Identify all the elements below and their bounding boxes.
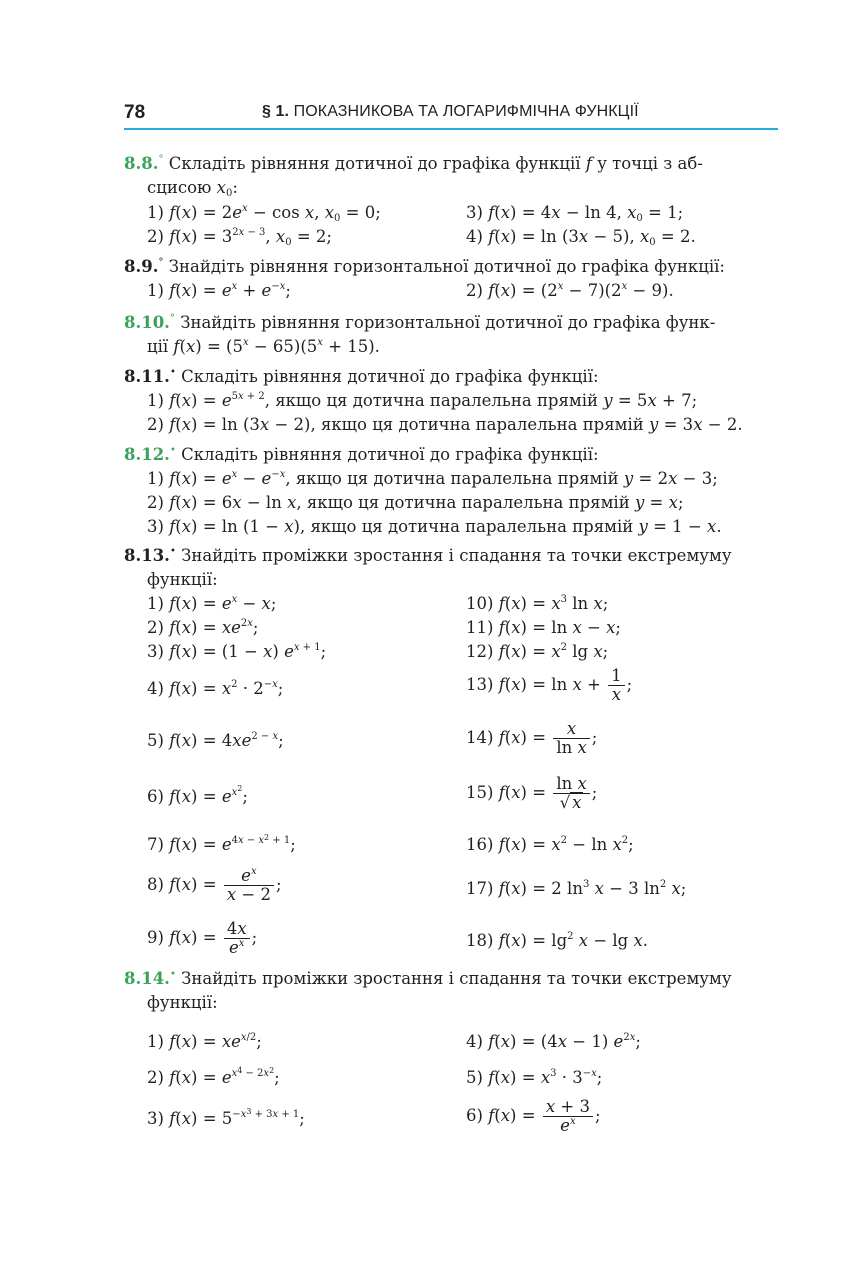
- exercise-item: 1) $f(x) = e^{5x + 2}$, якщо ця дотична паралельна прямій y = 5x + 7;: [147, 391, 698, 410]
- problem-line: функції:: [147, 570, 218, 589]
- exercise-item: 1) $f(x) = e^x - x$;: [147, 594, 277, 613]
- problem-line: [124, 545, 732, 567]
- problem-number: 8.12.: [124, 445, 170, 464]
- exercise-item: 3) $f(x) = 5^{-x^3 + 3x + 1}$;: [147, 1107, 305, 1128]
- difficulty-mark: •: [169, 445, 176, 456]
- difficulty-mark: °: [158, 257, 164, 268]
- exercise-item: 11) f(x) = ln x − x;: [466, 618, 621, 637]
- exercise-item: 15) f(x) = $\frac{\text{ln x}}{√ x}$ ;: [466, 774, 598, 812]
- exercise-item: 17) f(x) = 2 $\ln^3 x - 3$ $\ln^2 x$;: [466, 879, 687, 898]
- exercise-item: 1) $f(x) = xe^{x/2}$;: [147, 1032, 262, 1051]
- problem-text: Знайдіть рівняння горизонтальної дотичної до графіка функ-: [180, 313, 716, 332]
- problem-number: 8.8.: [124, 154, 159, 173]
- exercise-item: 2) $f(x) = 3^{2x - 3}$, $x_0 = 2$;: [147, 227, 332, 248]
- exercise-item: 1) $f(x) = e^x - e^{-x}$, якщо ця дотична паралельна прямій y = 2x − 3;: [147, 469, 718, 488]
- exercise-item: 6) $f(x) = e^{x^2}$;: [147, 784, 248, 806]
- section-title: ПОКАЗНИКОВА ТА ЛОГАРИФМІЧНА ФУНКЦІЇ: [293, 103, 639, 120]
- exercise-item: 14) f(x) = $\frac{x}{\text{ln x}}$ ;: [466, 719, 598, 757]
- page-number: 78: [124, 102, 146, 123]
- problem-text: Складіть рівняння дотичної до графіка функції:: [181, 445, 599, 464]
- exercise-item: 2) f(x) = ln (3x − 2), якщо ця дотична паралельна прямій y = 3x − 2.: [147, 415, 743, 434]
- exercise-item: 1) $f(x) = 2e^x - \cos x$, $x_0 = 0$;: [147, 203, 381, 224]
- problem-text: Знайдіть проміжки зростання і спадання та точки екстремуму: [181, 546, 732, 565]
- exercise-item: 12) $f(x) = x^2$ lg x;: [466, 642, 609, 661]
- exercise-item: 7) $f(x) = e^{4x - x^2 + 1}$;: [147, 833, 296, 854]
- exercise-item: 9) f(x) = $\frac{4x}{e^x}$ ;: [147, 919, 258, 957]
- exercise-item: 5) $f(x) = x^3 \cdot 3^{-x}$;: [466, 1068, 603, 1087]
- problem-text: Знайдіть рівняння горизонтальної дотичної до графіка функції:: [168, 257, 725, 276]
- difficulty-mark: •: [169, 546, 176, 557]
- exercise-item: 4) f(x) = (4x − 1) $e^{2x}$;: [466, 1032, 641, 1051]
- problem-line: [124, 312, 715, 334]
- exercise-item: 5) $f(x) = 4xe^{2 - x}$;: [147, 731, 284, 750]
- exercise-item: 2) $f(x) = xe^{2x}$;: [147, 618, 259, 637]
- problem-text: Складіть рівняння дотичної до графіка функції: [168, 154, 581, 173]
- exercise-item: 2) $f(x) = e^{x^4 - 2x^2}$;: [147, 1066, 280, 1087]
- problem-line: ції $f(x) = (5^x - 65)(5^x + 15)$.: [147, 337, 380, 356]
- problem-text: сцисою: [147, 178, 212, 197]
- difficulty-mark: •: [169, 969, 176, 980]
- problem-line: [124, 256, 725, 278]
- exercise-item: 13) f(x) = ln x + $\frac{1}{x}$ ;: [466, 666, 633, 704]
- problem-line: 8.8.° Складіть рівняння дотичної до графіка функції f у точці з аб-: [124, 154, 703, 173]
- problem-number: 8.10.: [124, 313, 170, 332]
- problem-line: [124, 366, 599, 388]
- problem-number: 8.9.: [124, 257, 159, 276]
- section-mark: § 1.: [262, 103, 290, 120]
- problem-number: 8.11.: [124, 367, 170, 386]
- exercise-item: 3) f(x) = 4x − ln 4, $x_0 = 1$;: [466, 203, 684, 224]
- difficulty-mark: •: [169, 367, 176, 378]
- problem-text: Складіть рівняння дотичної до графіка функції:: [181, 367, 599, 386]
- exercise-item: 8) f(x) = $\frac{e^x}{x - 2}$ ;: [147, 866, 282, 904]
- exercise-item: 6) f(x) = $\frac{x + 3}{e^x}$ ;: [466, 1097, 601, 1135]
- exercise-item: 4) f(x) = ln (3x − 5), $x_0 = 2$.: [466, 227, 696, 248]
- exercise-item: 16) $f(x) = x^2 - \ln x^2$;: [466, 835, 634, 854]
- exercise-item: 1) $f(x) = e^x + e^{-x}$;: [147, 281, 291, 300]
- difficulty-mark: °: [169, 313, 175, 324]
- problem-text: у точці з аб-: [597, 154, 703, 173]
- problem-number: 8.13.: [124, 546, 170, 565]
- exercise-item: 3) f(x) = ln (1 − x), якщо ця дотична паралельна прямій y = 1 − x.: [147, 517, 722, 536]
- difficulty-mark: °: [158, 154, 164, 165]
- header-rule: [124, 128, 778, 130]
- problem-line: функції:: [147, 993, 218, 1012]
- problem-line: сцисою $x_0$:: [147, 178, 238, 199]
- exercise-item: 4) $f(x) = x^2 \cdot 2^{-x}$;: [147, 679, 284, 698]
- problem-text: Знайдіть проміжки зростання і спадання та точки екстремуму: [181, 969, 732, 988]
- problem-line: [124, 444, 599, 466]
- exercise-item: 2) f(x) = 6x − ln x, якщо ця дотична паралельна прямій y = x;: [147, 493, 684, 512]
- section-header: [262, 103, 639, 121]
- problem-number: 8.14.: [124, 969, 170, 988]
- exercise-item: 3) f(x) = (1 − x) $e^{x + 1}$;: [147, 642, 327, 661]
- exercise-item: 10) $f(x) = x^3$ ln x;: [466, 594, 609, 613]
- exercise-item: 2) $f(x) = (2^x - 7)(2^x - 9)$.: [466, 281, 674, 300]
- problem-line: [124, 968, 732, 990]
- problem-text: ції: [147, 337, 169, 356]
- exercise-item: 18) $f(x) = \lg^2 x - \lg x$.: [466, 931, 649, 950]
